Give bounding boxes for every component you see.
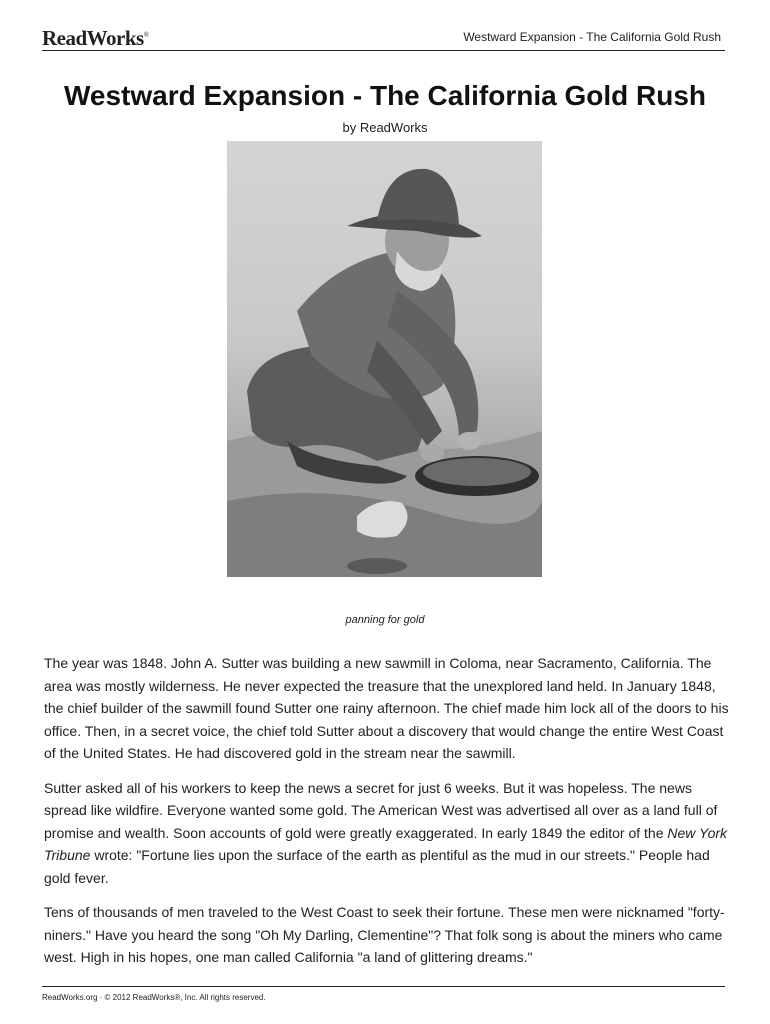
- paragraph-2: [44, 777, 736, 890]
- paragraph-1: The year was 1848. John A. Sutter was building a new sawmill in Coloma, near Sacramento, California. The area was mostly wilderness. He never expected the treasure that the unexplored land held. In January 1848, the chief builder of the sawmill found Sutter one rainy afternoon. The chief made him lock all of the doors to his office. Then, in a secret voice, the chief told Sutter about a discovery that would change the entire West Coast of the United States. He had discovered gold in the stream near the sawmill.: [44, 655, 729, 761]
- image-caption: panning for gold: [345, 614, 425, 626]
- page-footer: ReadWorks.org · © 2012 ReadWorks®, Inc. All rights reserved.: [42, 986, 725, 1002]
- newspaper-title: New York Tribune: [44, 824, 728, 863]
- paragraph-3: Tens of thousands of men traveled to the West Coast to seek their fortune. These men were nicknamed "forty-niners." Have you heard the song "Oh My Darling, Clementine"? That folk song is about the miners who came west. High in his hopes, one man called California "a land of glittering dreams.": [44, 904, 725, 965]
- paragraph-2-text-start: Sutter asked all of his workers to keep the news a secret for just 6 weeks. But it was hopeless. The news spread like wildfire. Everyone wanted some gold. The American West was advertised all over as a land full of promise and wealth. Soon accounts of gold were greatly exaggerated. In early 1849 the editor of the: [44, 779, 718, 841]
- article-title: Westward Expansion - The California Gold Rush: [63, 80, 706, 111]
- logo-text: ReadWorks: [42, 26, 144, 50]
- logo-registered-mark: ®: [143, 31, 149, 39]
- paragraph-2-text-end: wrote: "Fortune lies upon the surface of the earth as plentiful as the mud in our streets." People had gold fever.: [44, 847, 710, 886]
- page-header: [42, 24, 725, 51]
- gold-panning-photo: [227, 141, 542, 577]
- article-byline: by ReadWorks: [342, 120, 428, 135]
- article-body: [44, 652, 736, 981]
- readworks-logo: [42, 26, 149, 51]
- header-title: Westward Expansion - The California Gold Rush: [463, 30, 721, 44]
